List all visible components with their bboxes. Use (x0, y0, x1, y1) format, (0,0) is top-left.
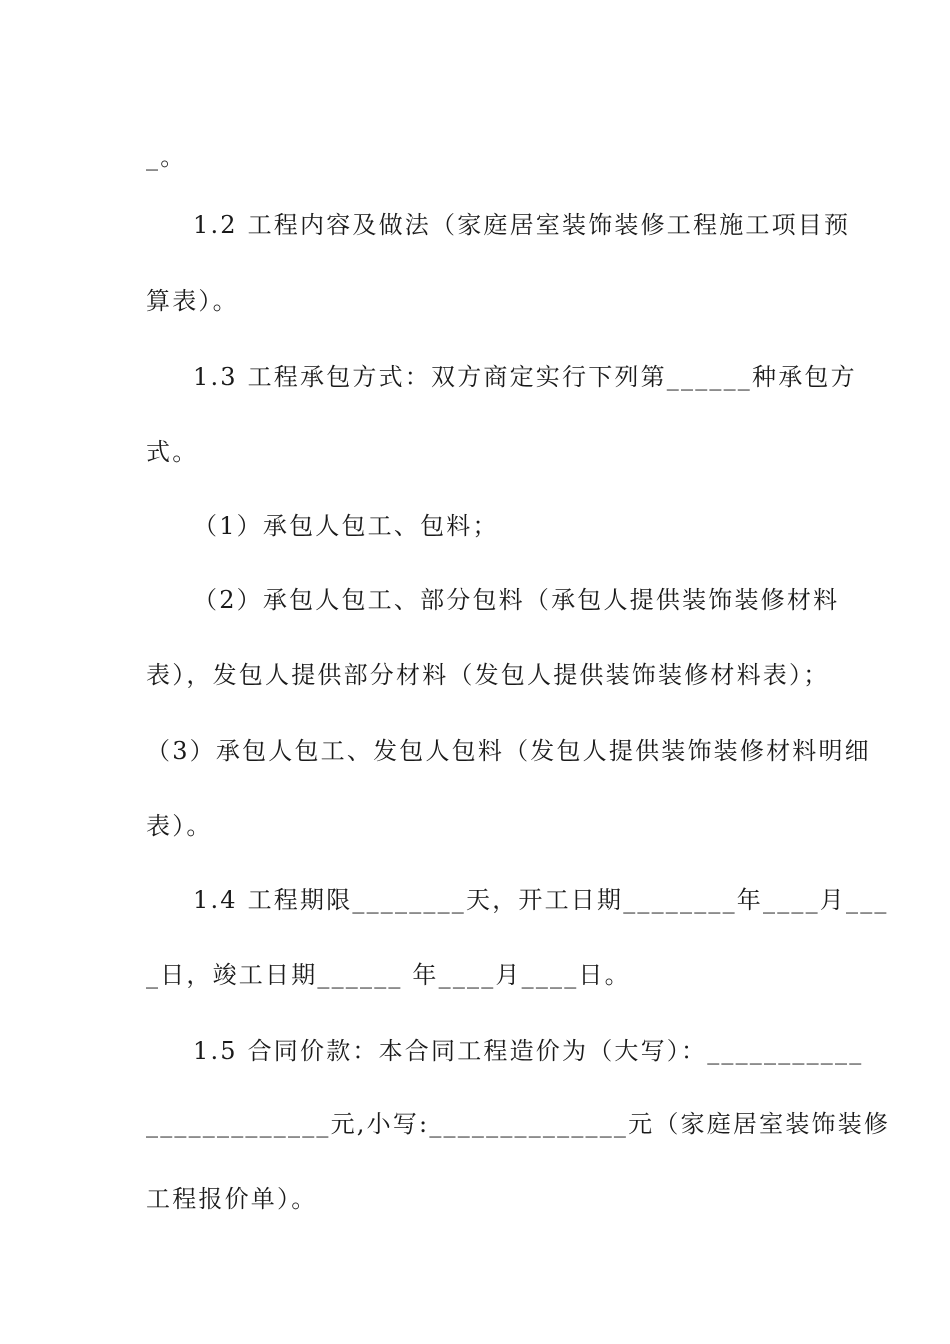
option-1-text: （1）承包人包工、包料； (193, 512, 499, 540)
option-3-line-2: 表）。 (146, 812, 213, 840)
section-1-5-line-3: 工程报价单）。 (146, 1185, 318, 1213)
option-2-line-1: （2）承包人包工、部分包料（承包人提供装饰装修材料 (193, 586, 840, 614)
section-1-5-line-2: _____________元,小写:______________元（家庭居室装饰装修 (146, 1110, 891, 1138)
section-1-4-line-1: 1.4 工程期限________天，开工日期________年____月___ (193, 886, 889, 914)
section-1-3-line-2: 式。 (146, 438, 199, 466)
section-1-5-line-1: 1.5 合同价款：本合同工程造价为（大写）：___________ (193, 1037, 864, 1065)
section-1-4-line-2: _日，竣工日期______ 年____月____日。 (146, 961, 631, 989)
section-1-2-line-1: 1.2 工程内容及做法（家庭居室装饰装修工程施工项目预 (193, 211, 851, 239)
text-line-1: _。 (146, 143, 187, 171)
option-3-line-1: （3）承包人包工、发包人包料（发包人提供装饰装修材料明细 (146, 737, 871, 765)
section-1-3-line-1: 1.3 工程承包方式：双方商定实行下列第______种承包方 (193, 363, 857, 391)
section-1-2-line-2: 算表）。 (146, 287, 239, 315)
option-2-line-2: 表），发包人提供部分材料（发包人提供装饰装修材料表）； (146, 661, 830, 689)
